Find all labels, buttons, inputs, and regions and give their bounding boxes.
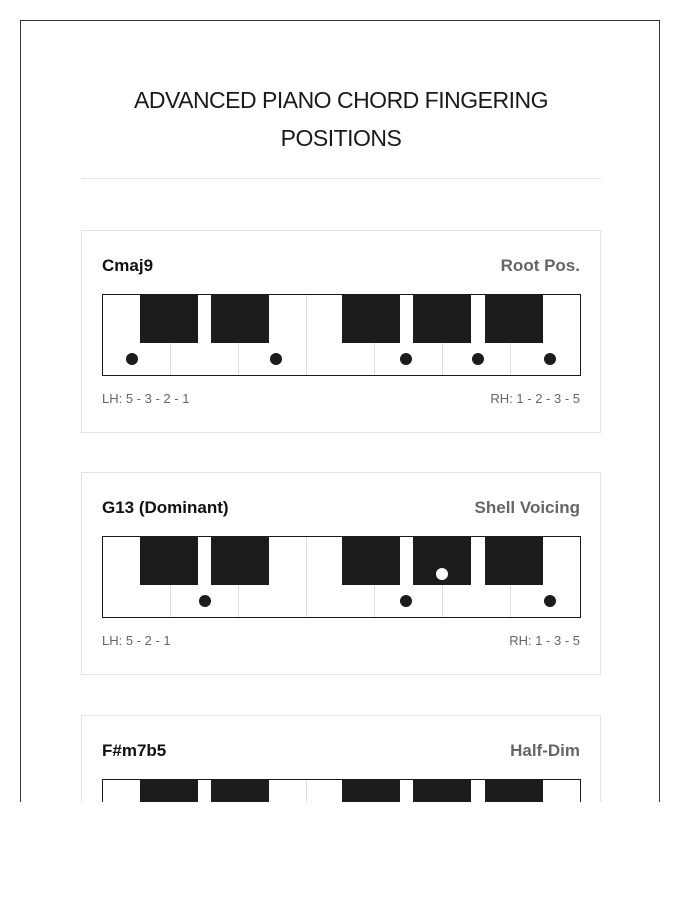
black-key [211,295,269,343]
black-key [413,295,471,343]
finger-dot-marker [544,595,556,607]
right-hand-fingering: RH: 1 - 2 - 3 - 5 [490,391,580,406]
finger-dot-marker [126,353,138,365]
title-divider [81,178,601,179]
voicing-label: Root Pos. [500,256,580,275]
page-title: ADVANCED PIANO CHORD FINGERING POSITIONS [134,87,548,151]
right-hand-fingering: RH: 1 - 3 - 5 [509,633,580,648]
left-hand-fingering: LH: 5 - 2 - 1 [102,633,171,648]
black-key [211,780,269,802]
black-key [485,780,543,802]
chord-card [81,715,601,802]
black-key [413,780,471,802]
finger-dot-marker [270,353,282,365]
chord-card [81,230,601,433]
chord-card [81,472,601,675]
card-header [102,256,580,276]
fingering-footer [102,633,580,648]
black-key [140,780,198,802]
finger-dot-marker [400,353,412,365]
black-key [485,537,543,585]
piano-keyboard [102,536,581,618]
card-header [102,498,580,518]
black-key [485,295,543,343]
black-key [140,295,198,343]
voicing-label: Shell Voicing [474,498,580,517]
finger-dot-marker [472,353,484,365]
finger-dot-marker [436,568,448,580]
finger-dot-marker [544,353,556,365]
finger-dot-marker [400,595,412,607]
chord-name: F#m7b5 [102,741,167,760]
piano-keyboard [102,294,581,376]
fingering-footer [102,391,580,406]
card-header [102,741,580,761]
page-frame [20,20,660,802]
left-hand-fingering: LH: 5 - 3 - 2 - 1 [102,391,190,406]
chord-name: Cmaj9 [102,256,154,275]
chord-name: G13 (Dominant) [102,498,229,517]
black-key [342,537,400,585]
piano-keyboard [102,779,581,802]
black-key [140,537,198,585]
voicing-label: Half-Dim [510,741,580,760]
black-key [211,537,269,585]
finger-dot-marker [199,595,211,607]
black-key [342,295,400,343]
black-key [342,780,400,802]
